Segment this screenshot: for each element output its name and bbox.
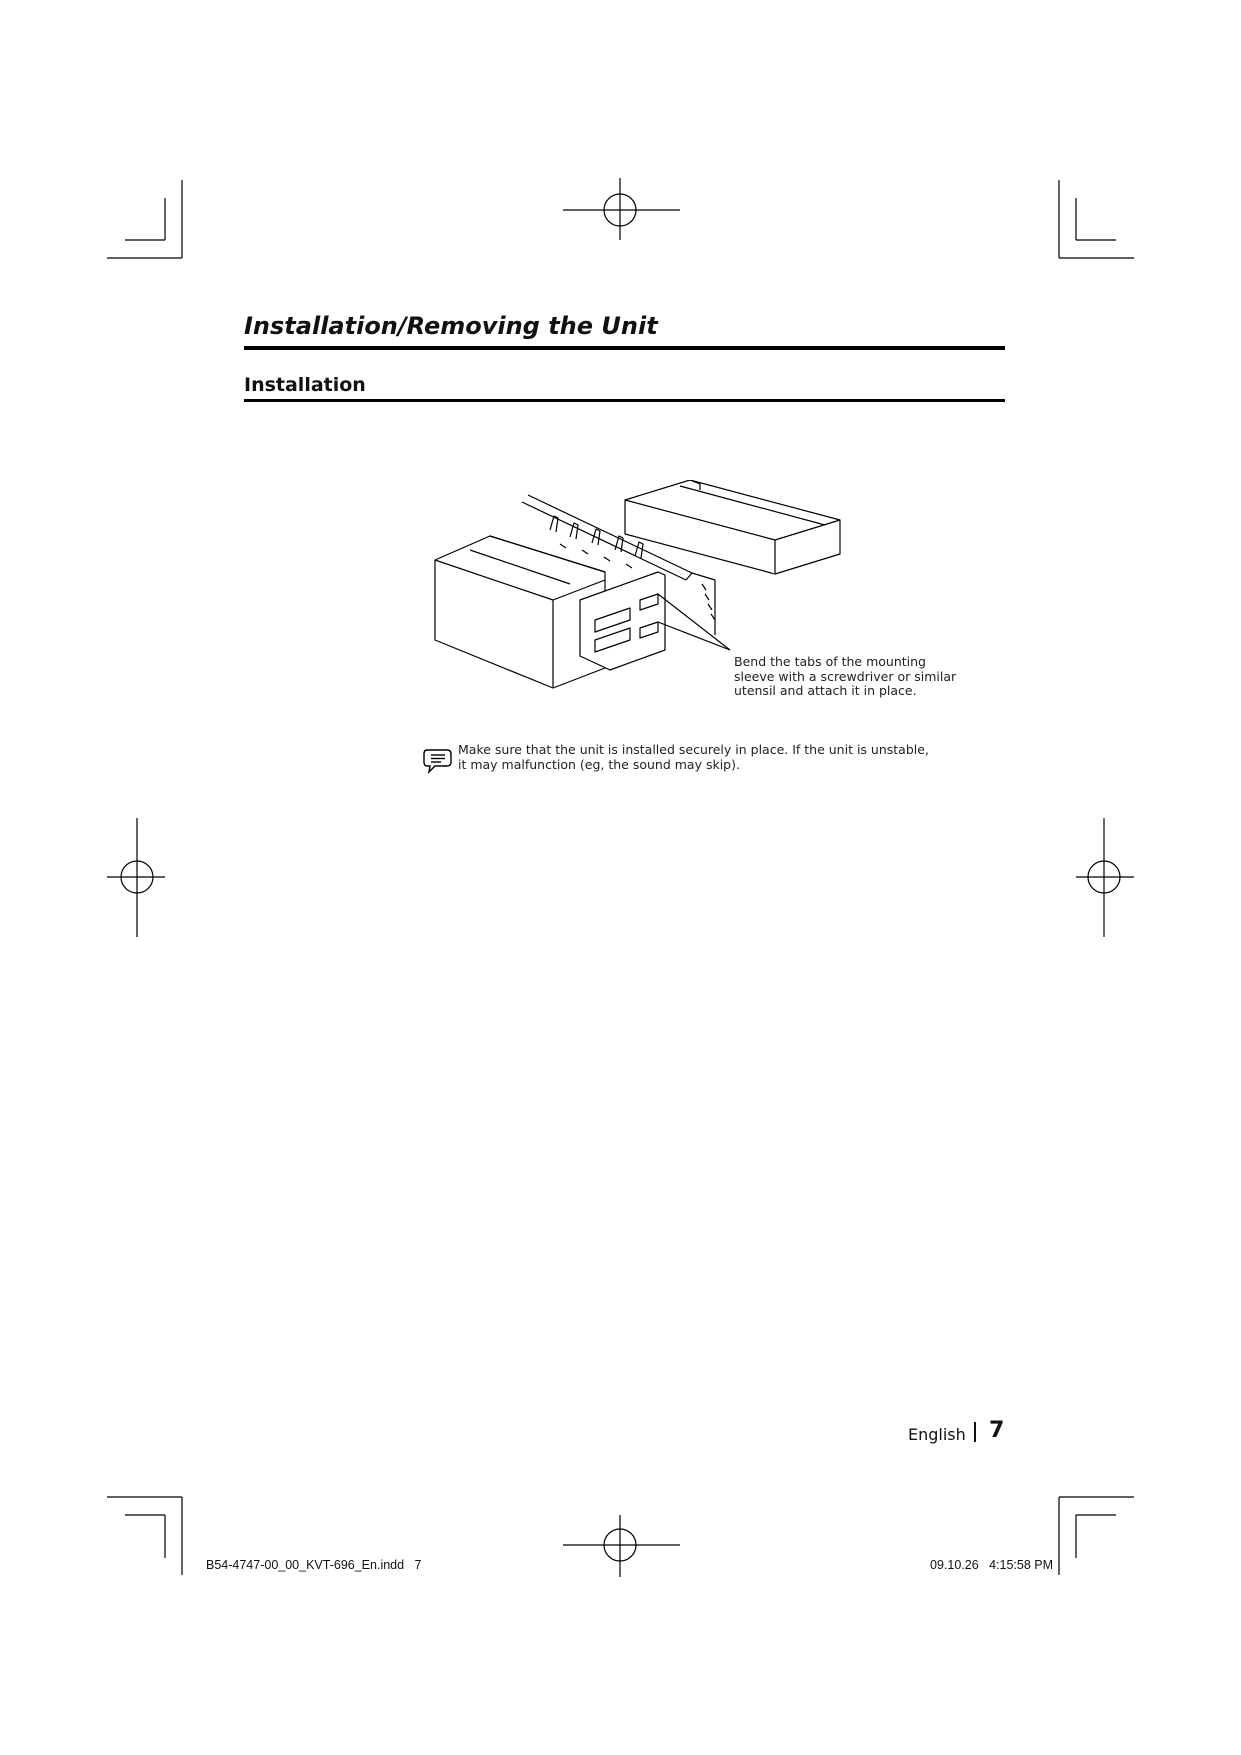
mounting-sleeve	[435, 536, 665, 688]
slug-filename: B54-4747-00_00_KVT-696_En.indd 7	[206, 1558, 422, 1572]
callout-leader	[658, 594, 730, 650]
registration-mark-bottom	[563, 1515, 680, 1577]
subsection-title: Installation	[244, 374, 366, 396]
registration-mark-top	[563, 178, 680, 240]
note-text	[458, 743, 929, 772]
registration-mark-right	[1076, 818, 1134, 937]
figure-caption	[734, 655, 974, 699]
footer-separator	[974, 1422, 976, 1442]
page-number: 7	[989, 1418, 1005, 1443]
registration-mark-left	[107, 818, 165, 937]
crop-mark-bottom-left	[107, 1497, 182, 1575]
crop-mark-top-left	[107, 180, 182, 258]
note-line: it may malfunction (eg, the sound may skip).	[458, 756, 740, 772]
section-title: Installation/Removing the Unit	[244, 312, 658, 340]
note-line: Make sure that the unit is installed securely in place. If the unit is unstable,	[458, 742, 929, 757]
subsection-title-rule	[244, 399, 1005, 402]
crop-mark-top-right	[1059, 180, 1134, 258]
slug-timestamp: 09.10.26 4:15:58 PM	[930, 1558, 1054, 1572]
note-icon	[423, 746, 453, 774]
caption-line: utensil and attach it in place.	[734, 683, 917, 698]
section-title-rule	[244, 346, 1005, 350]
head-unit	[625, 480, 840, 574]
caption-line: sleeve with a screwdriver or similar	[734, 668, 957, 684]
crop-mark-bottom-right	[1059, 1497, 1134, 1575]
caption-line: Bend the tabs of the mounting	[734, 654, 926, 669]
footer-language: English	[908, 1425, 966, 1444]
